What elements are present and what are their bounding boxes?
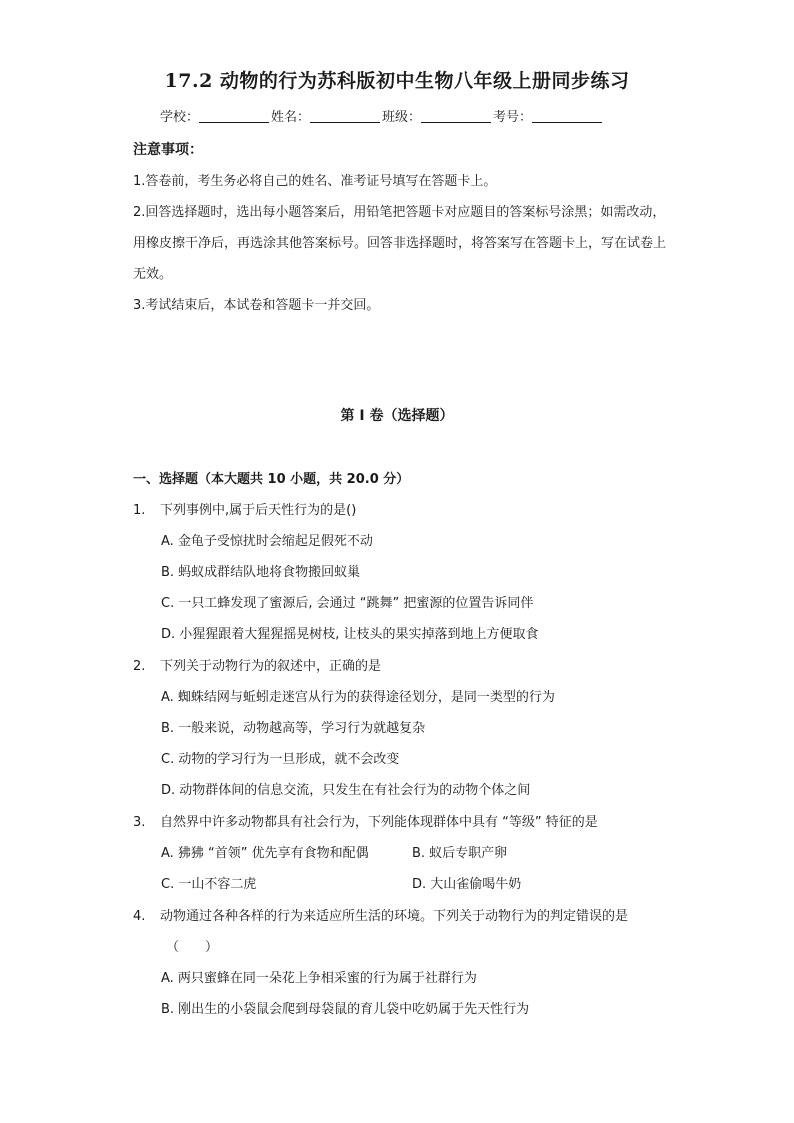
question-number: 3. — [133, 815, 146, 830]
option-d: D. 动物群体间的信息交流，只发生在有社会行为的动物个体之间 — [161, 783, 531, 798]
question-2 — [133, 655, 381, 674]
question-text: 自然界中许多动物都具有社会行为，下列能体现群体中具有 “等级” 特征的是 — [160, 815, 598, 830]
option-b: B. 一般来说，动物越高等，学习行为就越复杂 — [161, 721, 426, 736]
question-text: 动物通过各种各样的行为来适应所生活的环境。下列关于动物行为的判定错误的是 — [160, 909, 629, 924]
question-number: 4. — [133, 909, 146, 924]
option-b: B. 蚂蚁成群结队地将食物搬回蚁巢 — [161, 565, 361, 580]
option-c: C. 一只工蜂发现了蜜源后, 会通过 “跳舞” 把蜜源的位置告诉同伴 — [161, 596, 534, 611]
option-a: A. 金龟子受惊扰时会缩起足假死不动 — [161, 534, 373, 549]
question-3 — [133, 811, 598, 830]
option-d: D. 大山雀偷喝牛奶 — [412, 877, 522, 892]
option-d: D. 小猩猩跟着大猩猩摇晃树枝, 让枝头的果实掉落到地上方便取食 — [161, 627, 539, 642]
answer-bracket: （ ） — [166, 940, 219, 955]
section-title: 第 I 卷（选择题） — [340, 408, 454, 424]
option-c: C. 一山不容二虎 — [161, 877, 257, 892]
notice-item: 3.考试结束后，本试卷和答题卡一并交回。 — [133, 298, 380, 313]
question-text: 下列事例中,属于后天性行为的是() — [160, 503, 357, 518]
school-blank — [199, 109, 269, 123]
option-a: A. 两只蜜蜂在同一朵花上争相采蜜的行为属于社群行为 — [161, 971, 477, 986]
notice-item: 1.答卷前，考生务必将自己的姓名、准考证号填写在答题卡上。 — [133, 174, 497, 189]
student-info-row — [160, 106, 604, 125]
option-a: A. 狒狒 “首领” 优先享有食物和配偶 — [161, 846, 369, 861]
question-number: 2. — [133, 659, 146, 674]
page-title: 17.2 动物的行为苏科版初中生物八年级上册同步练习 — [164, 70, 630, 92]
question-text: 下列关于动物行为的叙述中，正确的是 — [160, 659, 382, 674]
question-number: 1. — [133, 503, 146, 518]
question-1 — [133, 499, 356, 518]
name-label: 姓名： — [271, 110, 311, 125]
exam-number-blank — [532, 109, 602, 123]
question-4 — [133, 905, 628, 924]
class-blank — [421, 109, 491, 123]
exam-number-label: 考号： — [493, 110, 533, 125]
option-c: C. 动物的学习行为一旦形成，就不会改变 — [161, 752, 400, 767]
option-b: B. 蚁后专职产卵 — [412, 846, 508, 861]
name-blank — [310, 109, 380, 123]
option-b: B. 刚出生的小袋鼠会爬到母袋鼠的育儿袋中吃奶属于先天性行为 — [161, 1002, 530, 1017]
school-label: 学校： — [160, 110, 200, 125]
notice-title: 注意事项： — [133, 142, 203, 158]
option-a: A. 蜘蛛结网与蚯蚓走迷宫从行为的获得途径划分，是同一类型的行为 — [161, 690, 555, 705]
class-label: 班级： — [382, 110, 422, 125]
part-title: 一、选择题（本大题共 10 小题，共 20.0 分） — [133, 472, 410, 487]
notice-item: 2.回答选择题时，选出每小题答案后，用铅笔把答题卡对应题目的答案标号涂黑；如需改动，用橡皮擦干净后，再选涂其他答案标号。回答非选择题时，将答案写在答题卡上，写在试卷上无效。 — [133, 205, 667, 282]
